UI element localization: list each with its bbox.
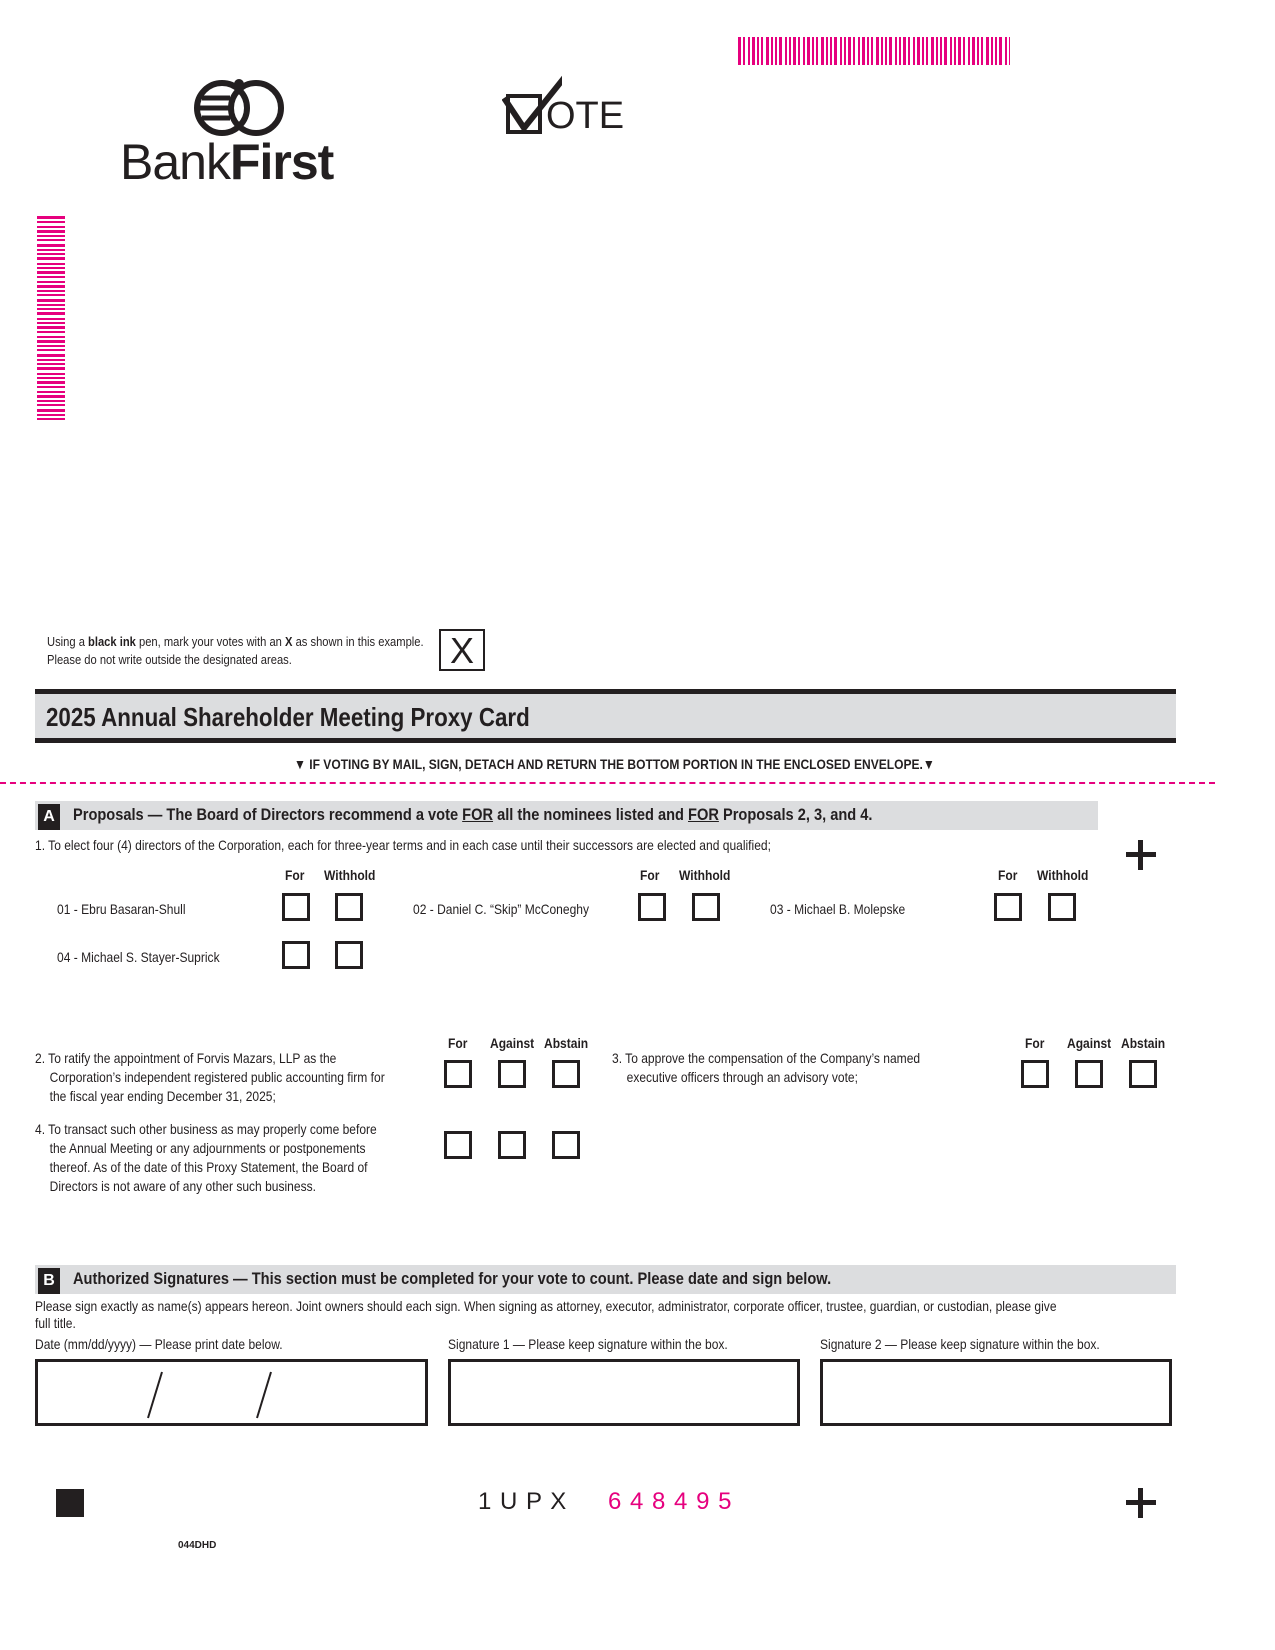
section-a-letter: A bbox=[38, 804, 60, 830]
footer-code: 1 U P X bbox=[478, 1488, 568, 1515]
example-mark-box bbox=[439, 629, 485, 671]
nominee-02-withhold-checkbox[interactable] bbox=[692, 893, 720, 921]
nominee-03-withhold-checkbox[interactable] bbox=[1048, 893, 1076, 921]
nominee-02: 02 - Daniel C. “Skip” McConeghy bbox=[413, 901, 589, 917]
registration-cross-icon bbox=[1126, 840, 1156, 870]
col-for-p3: For bbox=[1025, 1035, 1045, 1051]
bankfirst-logo bbox=[120, 78, 360, 188]
detach-notice: ▼ IF VOTING BY MAIL, SIGN, DETACH AND RETURN THE BOTTOM PORTION IN THE ENCLOSED ENVELOPE.▼ bbox=[294, 756, 935, 772]
proposal-4-text: 4. To transact such other business as may properly come before the Annual Meeting or any adjournments or postponements thereof. As of the date of this Proxy Statement, the Board of Directors is not aware of any other such business. bbox=[35, 1121, 377, 1194]
nominee-04: 04 - Michael S. Stayer-Suprick bbox=[57, 949, 220, 965]
section-b-title: Authorized Signatures — This section must be completed for your vote to count. Please date and sign below. bbox=[73, 1269, 832, 1288]
col-against-p2: Against bbox=[490, 1035, 535, 1051]
logo-text-first: First bbox=[229, 134, 334, 190]
top-barcode bbox=[738, 37, 1010, 65]
marking-instructions: Using a black ink pen, mark your votes with an X as shown in this example. Please do not write outside the designated areas. bbox=[47, 634, 424, 667]
col-for-2: For bbox=[640, 867, 660, 883]
proposal-3-abstain-checkbox[interactable] bbox=[1129, 1060, 1157, 1088]
signature-1-label: Signature 1 — Please keep signature within the box. bbox=[448, 1336, 728, 1352]
logo-text-bank: Bank bbox=[120, 134, 230, 190]
nominee-04-withhold-checkbox[interactable] bbox=[335, 941, 363, 969]
proposal-3-for-checkbox[interactable] bbox=[1021, 1060, 1049, 1088]
col-withhold-1: Withhold bbox=[324, 867, 376, 883]
down-triangle-icon: ▼ bbox=[922, 756, 935, 772]
section-a-title: Proposals — The Board of Directors recommend a vote FOR all the nominees listed and FOR Proposals 2, 3, and 4. bbox=[73, 805, 873, 824]
registration-cross-icon bbox=[1126, 1488, 1156, 1518]
col-withhold-3: Withhold bbox=[1037, 867, 1089, 883]
title-rule-bottom bbox=[35, 738, 1176, 743]
footer-number: 6 4 8 4 9 5 bbox=[608, 1488, 733, 1515]
down-triangle-icon: ▼ bbox=[294, 756, 306, 772]
signature-instructions: Please sign exactly as name(s) appears hereon. Joint owners should each sign. When signing as attorney, executor, administrator, corporate officer, trustee, guardian, or custodian, please give full title. bbox=[35, 1298, 1057, 1331]
col-against-p3: Against bbox=[1067, 1035, 1112, 1051]
detach-perforation bbox=[0, 782, 1215, 784]
proposal-3-against-checkbox[interactable] bbox=[1075, 1060, 1103, 1088]
col-withhold-2: Withhold bbox=[679, 867, 731, 883]
proposal-4-abstain-checkbox[interactable] bbox=[552, 1131, 580, 1159]
logo-emblem-icon bbox=[190, 78, 430, 138]
date-label: Date (mm/dd/yyyy) — Please print date below. bbox=[35, 1336, 283, 1352]
proposal-1-text: 1. To elect four (4) directors of the Corporation, each for three-year terms and in each case until their successors are elected and qualified; bbox=[35, 837, 771, 853]
proposal-2-abstain-checkbox[interactable] bbox=[552, 1060, 580, 1088]
date-separators bbox=[38, 1362, 425, 1423]
nominee-01-for-checkbox[interactable] bbox=[282, 893, 310, 921]
form-id: 044DHD bbox=[178, 1540, 217, 1551]
example-x-mark: X bbox=[449, 630, 474, 671]
proposal-2-against-checkbox[interactable] bbox=[498, 1060, 526, 1088]
section-b-letter: B bbox=[38, 1268, 60, 1294]
page-title: 2025 Annual Shareholder Meeting Proxy Card bbox=[46, 702, 530, 732]
vote-logo bbox=[502, 64, 625, 140]
proposal-2-text: 2. To ratify the appointment of Forvis Mazars, LLP as the Corporation’s independent registered public accounting firm for the fiscal year ending December 31, 2025; bbox=[35, 1050, 385, 1104]
side-barcode bbox=[37, 216, 65, 421]
col-for-p2: For bbox=[448, 1035, 468, 1051]
col-abstain-p2: Abstain bbox=[544, 1035, 589, 1051]
proposal-4-for-checkbox[interactable] bbox=[444, 1131, 472, 1159]
nominee-01-withhold-checkbox[interactable] bbox=[335, 893, 363, 921]
col-abstain-p3: Abstain bbox=[1121, 1035, 1166, 1051]
registration-square bbox=[56, 1489, 84, 1517]
signature-2-box[interactable] bbox=[820, 1359, 1172, 1426]
col-for-3: For bbox=[998, 867, 1018, 883]
date-input-box[interactable] bbox=[35, 1359, 428, 1426]
proposal-4-against-checkbox[interactable] bbox=[498, 1131, 526, 1159]
nominee-02-for-checkbox[interactable] bbox=[638, 893, 666, 921]
signature-2-label: Signature 2 — Please keep signature within the box. bbox=[820, 1336, 1100, 1352]
nominee-04-for-checkbox[interactable] bbox=[282, 941, 310, 969]
proposal-3-text: 3. To approve the compensation of the Company’s named executive officers through an advisory vote; bbox=[612, 1050, 921, 1085]
nominee-01: 01 - Ebru Basaran-Shull bbox=[57, 901, 186, 917]
nominee-03-for-checkbox[interactable] bbox=[994, 893, 1022, 921]
vote-text: OTE bbox=[546, 95, 625, 137]
proposal-2-for-checkbox[interactable] bbox=[444, 1060, 472, 1088]
signature-1-box[interactable] bbox=[448, 1359, 800, 1426]
col-for-1: For bbox=[285, 867, 305, 883]
nominee-03: 03 - Michael B. Molepske bbox=[770, 901, 906, 917]
